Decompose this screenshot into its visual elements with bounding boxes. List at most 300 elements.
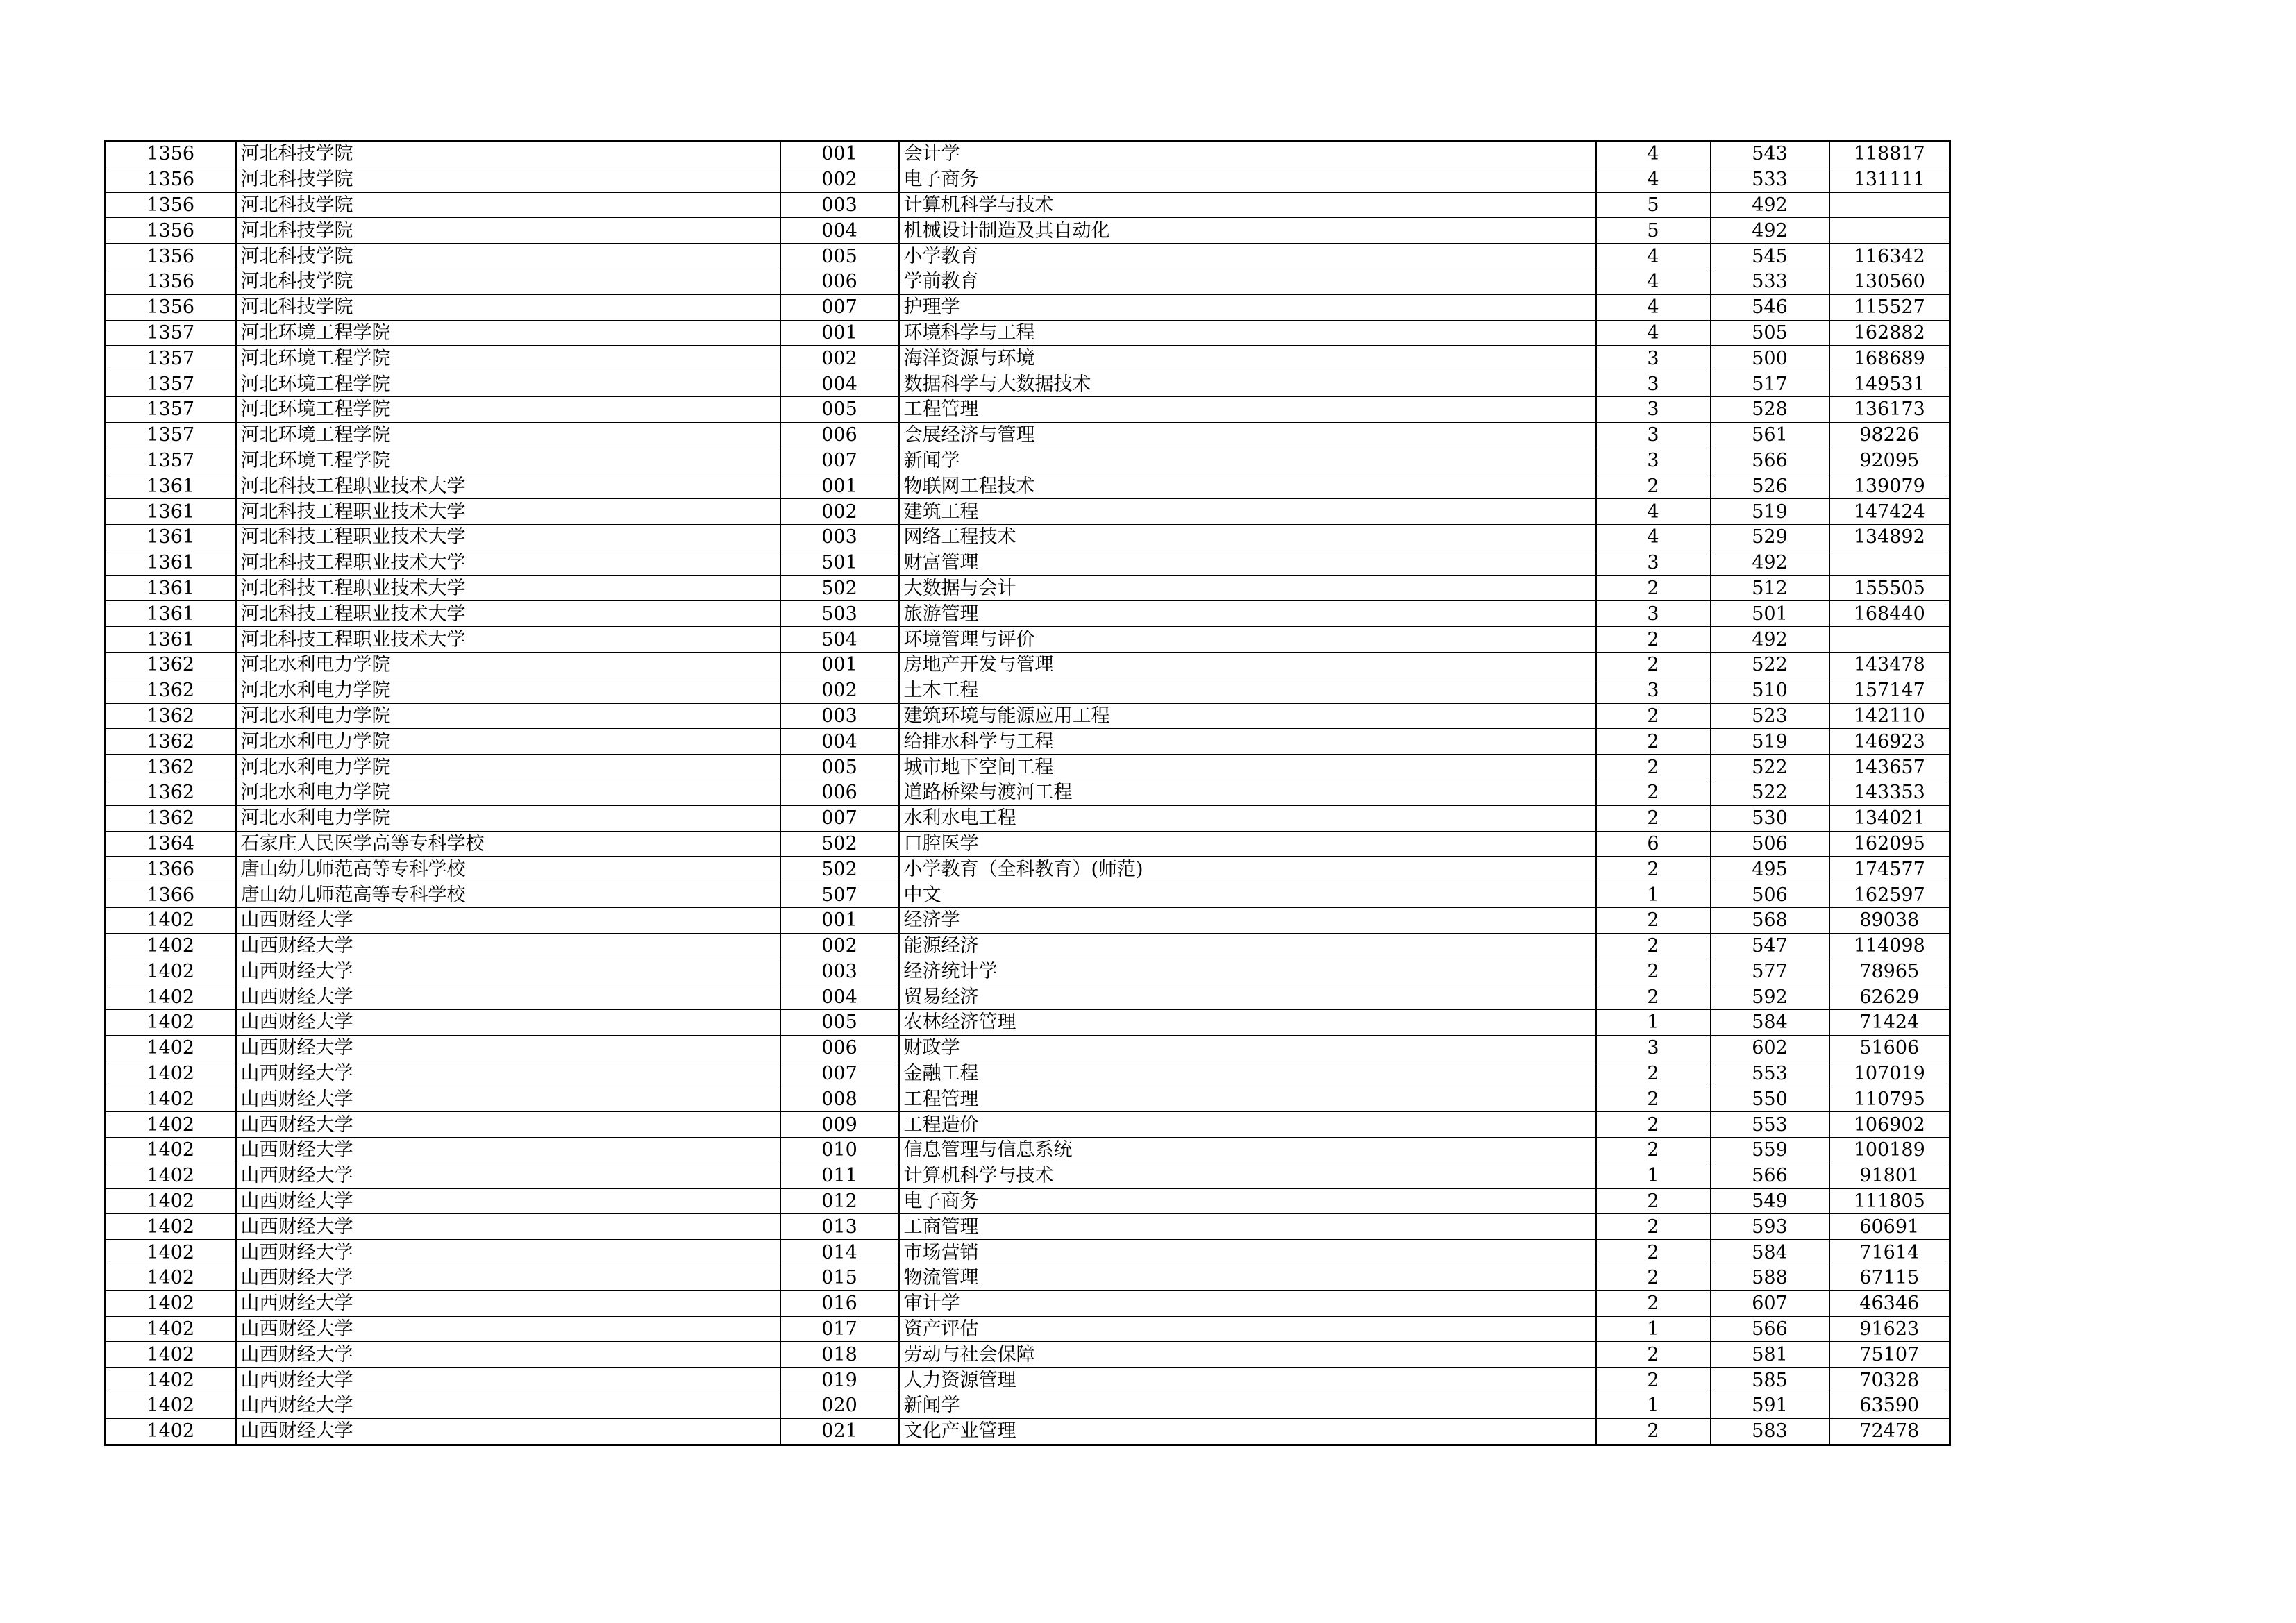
school-name-cell: 山西财经大学	[236, 1368, 780, 1393]
table-row	[106, 831, 1950, 857]
major-name-cell: 计算机科学与技术	[899, 1163, 1596, 1188]
min-rank-cell: 63590	[1829, 1393, 1950, 1419]
plan-count-cell: 2	[1596, 703, 1711, 729]
table-row	[106, 1061, 1950, 1086]
plan-count-cell: 5	[1596, 192, 1711, 218]
min-rank-cell: 157147	[1829, 678, 1950, 703]
plan-count-cell: 3	[1596, 422, 1711, 448]
plan-count-cell: 3	[1596, 601, 1711, 627]
major-code-cell: 001	[780, 907, 899, 933]
major-name-cell: 会计学	[899, 141, 1596, 167]
table-row	[106, 1342, 1950, 1368]
min-score-cell: 602	[1711, 1035, 1829, 1061]
major-code-cell: 005	[780, 396, 899, 422]
major-name-cell: 贸易经济	[899, 984, 1596, 1010]
school-code-cell: 1402	[106, 1061, 236, 1086]
table-row	[106, 729, 1950, 755]
table-row	[106, 627, 1950, 653]
major-code-cell: 003	[780, 959, 899, 984]
school-code-cell: 1362	[106, 703, 236, 729]
min-score-cell: 546	[1711, 294, 1829, 320]
school-code-cell: 1402	[106, 1214, 236, 1240]
major-code-cell: 005	[780, 244, 899, 269]
table-row	[106, 933, 1950, 959]
min-rank-cell: 62629	[1829, 984, 1950, 1010]
min-rank-cell: 168689	[1829, 346, 1950, 371]
plan-count-cell: 2	[1596, 1240, 1711, 1265]
min-score-cell: 581	[1711, 1342, 1829, 1368]
school-code-cell: 1357	[106, 448, 236, 473]
major-name-cell: 环境科学与工程	[899, 320, 1596, 346]
min-rank-cell: 98226	[1829, 422, 1950, 448]
major-name-cell: 计算机科学与技术	[899, 192, 1596, 218]
major-name-cell: 新闻学	[899, 448, 1596, 473]
min-rank-cell: 162095	[1829, 831, 1950, 857]
min-score-cell: 566	[1711, 1163, 1829, 1188]
major-name-cell: 物流管理	[899, 1265, 1596, 1291]
school-code-cell: 1402	[106, 1368, 236, 1393]
table-row	[106, 448, 1950, 473]
min-rank-cell: 146923	[1829, 729, 1950, 755]
major-name-cell: 农林经济管理	[899, 1010, 1596, 1036]
school-code-cell: 1364	[106, 831, 236, 857]
school-name-cell: 唐山幼儿师范高等专科学校	[236, 857, 780, 882]
table-row	[106, 1393, 1950, 1419]
min-score-cell: 510	[1711, 678, 1829, 703]
school-name-cell: 山西财经大学	[236, 1214, 780, 1240]
table-row	[106, 473, 1950, 499]
major-name-cell: 工程管理	[899, 396, 1596, 422]
table-row	[106, 1138, 1950, 1163]
plan-count-cell: 2	[1596, 1214, 1711, 1240]
major-code-cell: 020	[780, 1393, 899, 1419]
major-code-cell: 021	[780, 1418, 899, 1445]
plan-count-cell: 1	[1596, 882, 1711, 908]
school-code-cell: 1366	[106, 857, 236, 882]
major-name-cell: 审计学	[899, 1290, 1596, 1316]
school-code-cell: 1361	[106, 550, 236, 575]
table-row	[106, 907, 1950, 933]
table-row	[106, 857, 1950, 882]
major-code-cell: 007	[780, 805, 899, 831]
plan-count-cell: 2	[1596, 1342, 1711, 1368]
school-code-cell: 1356	[106, 192, 236, 218]
major-name-cell: 资产评估	[899, 1316, 1596, 1342]
major-name-cell: 财富管理	[899, 550, 1596, 575]
school-code-cell: 1402	[106, 984, 236, 1010]
plan-count-cell: 3	[1596, 678, 1711, 703]
table-row	[106, 805, 1950, 831]
major-code-cell: 004	[780, 371, 899, 397]
school-code-cell: 1362	[106, 755, 236, 780]
min-score-cell: 492	[1711, 192, 1829, 218]
table-row	[106, 780, 1950, 805]
school-name-cell: 山西财经大学	[236, 1163, 780, 1188]
school-name-cell: 河北科技工程职业技术大学	[236, 473, 780, 499]
major-name-cell: 建筑工程	[899, 499, 1596, 525]
major-name-cell: 能源经济	[899, 933, 1596, 959]
major-name-cell: 工程造价	[899, 1112, 1596, 1138]
table-row	[106, 1163, 1950, 1188]
table-row	[106, 550, 1950, 575]
major-name-cell: 学前教育	[899, 269, 1596, 294]
major-code-cell: 018	[780, 1342, 899, 1368]
school-code-cell: 1361	[106, 601, 236, 627]
school-code-cell: 1361	[106, 627, 236, 653]
min-rank-cell: 162882	[1829, 320, 1950, 346]
major-code-cell: 001	[780, 473, 899, 499]
school-name-cell: 山西财经大学	[236, 1010, 780, 1036]
major-name-cell: 中文	[899, 882, 1596, 908]
min-score-cell: 506	[1711, 831, 1829, 857]
major-code-cell: 001	[780, 320, 899, 346]
major-name-cell: 给排水科学与工程	[899, 729, 1596, 755]
school-code-cell: 1357	[106, 371, 236, 397]
school-name-cell: 山西财经大学	[236, 1086, 780, 1112]
major-name-cell: 大数据与会计	[899, 575, 1596, 601]
plan-count-cell: 2	[1596, 1188, 1711, 1214]
plan-count-cell: 1	[1596, 1393, 1711, 1419]
table-row	[106, 167, 1950, 192]
plan-count-cell: 4	[1596, 269, 1711, 294]
school-name-cell: 河北环境工程学院	[236, 320, 780, 346]
min-rank-cell: 118817	[1829, 141, 1950, 167]
table-row	[106, 1290, 1950, 1316]
major-code-cell: 010	[780, 1138, 899, 1163]
major-name-cell: 文化产业管理	[899, 1418, 1596, 1445]
major-code-cell: 004	[780, 984, 899, 1010]
min-rank-cell: 174577	[1829, 857, 1950, 882]
min-score-cell: 517	[1711, 371, 1829, 397]
major-name-cell: 信息管理与信息系统	[899, 1138, 1596, 1163]
school-code-cell: 1402	[106, 1393, 236, 1419]
plan-count-cell: 4	[1596, 499, 1711, 525]
table-row	[106, 601, 1950, 627]
major-name-cell: 建筑环境与能源应用工程	[899, 703, 1596, 729]
table-row	[106, 346, 1950, 371]
major-code-cell: 004	[780, 729, 899, 755]
plan-count-cell: 3	[1596, 396, 1711, 422]
school-name-cell: 山西财经大学	[236, 959, 780, 984]
school-code-cell: 1402	[106, 1240, 236, 1265]
min-score-cell: 492	[1711, 218, 1829, 244]
school-name-cell: 河北科技学院	[236, 141, 780, 167]
table-row	[106, 294, 1950, 320]
table-row	[106, 371, 1950, 397]
school-name-cell: 河北科技工程职业技术大学	[236, 499, 780, 525]
plan-count-cell: 2	[1596, 627, 1711, 653]
min-rank-cell: 162597	[1829, 882, 1950, 908]
major-name-cell: 海洋资源与环境	[899, 346, 1596, 371]
plan-count-cell: 3	[1596, 371, 1711, 397]
school-name-cell: 山西财经大学	[236, 1418, 780, 1445]
min-rank-cell: 142110	[1829, 703, 1950, 729]
plan-count-cell: 2	[1596, 805, 1711, 831]
plan-count-cell: 4	[1596, 167, 1711, 192]
min-score-cell: 523	[1711, 703, 1829, 729]
min-score-cell: 591	[1711, 1393, 1829, 1419]
plan-count-cell: 4	[1596, 294, 1711, 320]
min-score-cell: 505	[1711, 320, 1829, 346]
school-name-cell: 山西财经大学	[236, 1342, 780, 1368]
plan-count-cell: 4	[1596, 141, 1711, 167]
major-code-cell: 502	[780, 831, 899, 857]
table-row	[106, 703, 1950, 729]
school-name-cell: 河北水利电力学院	[236, 678, 780, 703]
school-name-cell: 山西财经大学	[236, 1138, 780, 1163]
school-name-cell: 河北科技学院	[236, 192, 780, 218]
major-name-cell: 旅游管理	[899, 601, 1596, 627]
major-name-cell: 财政学	[899, 1035, 1596, 1061]
school-name-cell: 河北科技学院	[236, 218, 780, 244]
min-score-cell: 583	[1711, 1418, 1829, 1445]
school-code-cell: 1356	[106, 167, 236, 192]
major-code-cell: 013	[780, 1214, 899, 1240]
school-name-cell: 河北科技工程职业技术大学	[236, 575, 780, 601]
major-name-cell: 新闻学	[899, 1393, 1596, 1419]
min-rank-cell: 111805	[1829, 1188, 1950, 1214]
major-name-cell: 经济学	[899, 907, 1596, 933]
school-code-cell: 1402	[106, 1163, 236, 1188]
major-code-cell: 507	[780, 882, 899, 908]
major-name-cell: 道路桥梁与渡河工程	[899, 780, 1596, 805]
plan-count-cell: 2	[1596, 1138, 1711, 1163]
min-score-cell: 522	[1711, 652, 1829, 678]
major-name-cell: 数据科学与大数据技术	[899, 371, 1596, 397]
plan-count-cell: 4	[1596, 320, 1711, 346]
min-rank-cell: 149531	[1829, 371, 1950, 397]
min-rank-cell: 70328	[1829, 1368, 1950, 1393]
school-name-cell: 山西财经大学	[236, 984, 780, 1010]
min-rank-cell: 147424	[1829, 499, 1950, 525]
min-score-cell: 545	[1711, 244, 1829, 269]
min-score-cell: 566	[1711, 1316, 1829, 1342]
min-score-cell: 522	[1711, 755, 1829, 780]
major-code-cell: 003	[780, 703, 899, 729]
table-row	[106, 396, 1950, 422]
major-name-cell: 物联网工程技术	[899, 473, 1596, 499]
plan-count-cell: 3	[1596, 550, 1711, 575]
min-rank-cell: 136173	[1829, 396, 1950, 422]
table-row	[106, 1368, 1950, 1393]
table-row	[106, 1188, 1950, 1214]
plan-count-cell: 3	[1596, 448, 1711, 473]
min-score-cell: 533	[1711, 167, 1829, 192]
school-code-cell: 1356	[106, 244, 236, 269]
table-row	[106, 882, 1950, 908]
min-score-cell: 593	[1711, 1214, 1829, 1240]
school-name-cell: 河北环境工程学院	[236, 422, 780, 448]
school-name-cell: 河北水利电力学院	[236, 755, 780, 780]
school-code-cell: 1402	[106, 933, 236, 959]
min-rank-cell: 143353	[1829, 780, 1950, 805]
school-code-cell: 1356	[106, 218, 236, 244]
school-name-cell: 山西财经大学	[236, 1061, 780, 1086]
table-row	[106, 1086, 1950, 1112]
table-row	[106, 1214, 1950, 1240]
school-name-cell: 山西财经大学	[236, 1188, 780, 1214]
plan-count-cell: 4	[1596, 524, 1711, 550]
major-code-cell: 007	[780, 1061, 899, 1086]
major-code-cell: 502	[780, 857, 899, 882]
major-name-cell: 人力资源管理	[899, 1368, 1596, 1393]
school-code-cell: 1402	[106, 1188, 236, 1214]
school-name-cell: 河北水利电力学院	[236, 805, 780, 831]
plan-count-cell: 2	[1596, 652, 1711, 678]
plan-count-cell: 2	[1596, 1265, 1711, 1291]
major-code-cell: 019	[780, 1368, 899, 1393]
min-score-cell: 501	[1711, 601, 1829, 627]
school-name-cell: 山西财经大学	[236, 1112, 780, 1138]
major-name-cell: 工商管理	[899, 1214, 1596, 1240]
major-code-cell: 002	[780, 933, 899, 959]
table-row	[106, 1418, 1950, 1445]
school-code-cell: 1356	[106, 141, 236, 167]
plan-count-cell: 2	[1596, 984, 1711, 1010]
table-row	[106, 1316, 1950, 1342]
plan-count-cell: 2	[1596, 857, 1711, 882]
min-rank-cell: 155505	[1829, 575, 1950, 601]
school-code-cell: 1402	[106, 1010, 236, 1036]
school-code-cell: 1361	[106, 575, 236, 601]
table-row	[106, 1112, 1950, 1138]
min-score-cell: 592	[1711, 984, 1829, 1010]
table-row	[106, 192, 1950, 218]
min-score-cell: 553	[1711, 1112, 1829, 1138]
plan-count-cell: 2	[1596, 907, 1711, 933]
school-name-cell: 石家庄人民医学高等专科学校	[236, 831, 780, 857]
major-name-cell: 会展经济与管理	[899, 422, 1596, 448]
school-code-cell: 1362	[106, 780, 236, 805]
major-name-cell: 市场营销	[899, 1240, 1596, 1265]
table-row	[106, 499, 1950, 525]
school-name-cell: 河北科技工程职业技术大学	[236, 550, 780, 575]
min-rank-cell: 91623	[1829, 1316, 1950, 1342]
major-code-cell: 005	[780, 1010, 899, 1036]
table-row	[106, 575, 1950, 601]
plan-count-cell: 2	[1596, 959, 1711, 984]
school-code-cell: 1356	[106, 294, 236, 320]
school-name-cell: 山西财经大学	[236, 1316, 780, 1342]
major-code-cell: 006	[780, 422, 899, 448]
plan-count-cell: 2	[1596, 1368, 1711, 1393]
school-code-cell: 1366	[106, 882, 236, 908]
table-row	[106, 244, 1950, 269]
major-code-cell: 001	[780, 141, 899, 167]
major-name-cell: 口腔医学	[899, 831, 1596, 857]
school-code-cell: 1357	[106, 422, 236, 448]
major-code-cell: 006	[780, 269, 899, 294]
min-rank-cell: 107019	[1829, 1061, 1950, 1086]
school-name-cell: 河北科技工程职业技术大学	[236, 524, 780, 550]
min-score-cell: 566	[1711, 448, 1829, 473]
major-code-cell: 008	[780, 1086, 899, 1112]
min-score-cell: 607	[1711, 1290, 1829, 1316]
min-score-cell: 561	[1711, 422, 1829, 448]
major-code-cell: 002	[780, 678, 899, 703]
min-rank-cell: 89038	[1829, 907, 1950, 933]
school-name-cell: 河北环境工程学院	[236, 448, 780, 473]
school-code-cell: 1362	[106, 805, 236, 831]
major-code-cell: 007	[780, 448, 899, 473]
min-score-cell: 526	[1711, 473, 1829, 499]
major-name-cell: 机械设计制造及其自动化	[899, 218, 1596, 244]
min-rank-cell: 60691	[1829, 1214, 1950, 1240]
plan-count-cell: 2	[1596, 1112, 1711, 1138]
table-row	[106, 1240, 1950, 1265]
major-code-cell: 017	[780, 1316, 899, 1342]
min-rank-cell: 51606	[1829, 1035, 1950, 1061]
min-rank-cell: 110795	[1829, 1086, 1950, 1112]
major-name-cell: 土木工程	[899, 678, 1596, 703]
plan-count-cell: 2	[1596, 933, 1711, 959]
min-rank-cell: 139079	[1829, 473, 1950, 499]
min-rank-cell: 106902	[1829, 1112, 1950, 1138]
school-name-cell: 河北科技学院	[236, 167, 780, 192]
major-code-cell: 007	[780, 294, 899, 320]
school-name-cell: 河北科技学院	[236, 294, 780, 320]
major-code-cell: 002	[780, 167, 899, 192]
min-score-cell: 519	[1711, 499, 1829, 525]
plan-count-cell: 2	[1596, 1061, 1711, 1086]
school-name-cell: 河北水利电力学院	[236, 652, 780, 678]
min-rank-cell: 114098	[1829, 933, 1950, 959]
min-score-cell: 568	[1711, 907, 1829, 933]
min-score-cell: 492	[1711, 550, 1829, 575]
school-name-cell: 河北水利电力学院	[236, 780, 780, 805]
plan-count-cell: 3	[1596, 1035, 1711, 1061]
major-code-cell: 002	[780, 346, 899, 371]
plan-count-cell: 1	[1596, 1163, 1711, 1188]
min-score-cell: 588	[1711, 1265, 1829, 1291]
school-code-cell: 1402	[106, 1035, 236, 1061]
major-name-cell: 网络工程技术	[899, 524, 1596, 550]
school-code-cell: 1357	[106, 346, 236, 371]
major-code-cell: 502	[780, 575, 899, 601]
school-code-cell: 1362	[106, 652, 236, 678]
major-code-cell: 003	[780, 192, 899, 218]
major-name-cell: 工程管理	[899, 1086, 1596, 1112]
school-code-cell: 1361	[106, 499, 236, 525]
major-name-cell: 电子商务	[899, 1188, 1596, 1214]
school-name-cell: 河北科技工程职业技术大学	[236, 601, 780, 627]
major-name-cell: 水利水电工程	[899, 805, 1596, 831]
plan-count-cell: 2	[1596, 1290, 1711, 1316]
school-code-cell: 1402	[106, 1138, 236, 1163]
table-row	[106, 959, 1950, 984]
school-name-cell: 河北科技学院	[236, 244, 780, 269]
min-rank-cell	[1829, 218, 1950, 244]
table-row	[106, 141, 1950, 167]
table-row	[106, 524, 1950, 550]
min-score-cell: 550	[1711, 1086, 1829, 1112]
plan-count-cell: 2	[1596, 780, 1711, 805]
major-code-cell: 011	[780, 1163, 899, 1188]
plan-count-cell: 2	[1596, 1086, 1711, 1112]
plan-count-cell: 4	[1596, 244, 1711, 269]
major-name-cell: 城市地下空间工程	[899, 755, 1596, 780]
plan-count-cell: 2	[1596, 729, 1711, 755]
plan-count-cell: 2	[1596, 755, 1711, 780]
table-row	[106, 984, 1950, 1010]
school-code-cell: 1357	[106, 320, 236, 346]
min-score-cell: 528	[1711, 396, 1829, 422]
school-name-cell: 山西财经大学	[236, 933, 780, 959]
min-score-cell: 495	[1711, 857, 1829, 882]
min-rank-cell: 131111	[1829, 167, 1950, 192]
min-rank-cell: 130560	[1829, 269, 1950, 294]
min-rank-cell: 71614	[1829, 1240, 1950, 1265]
